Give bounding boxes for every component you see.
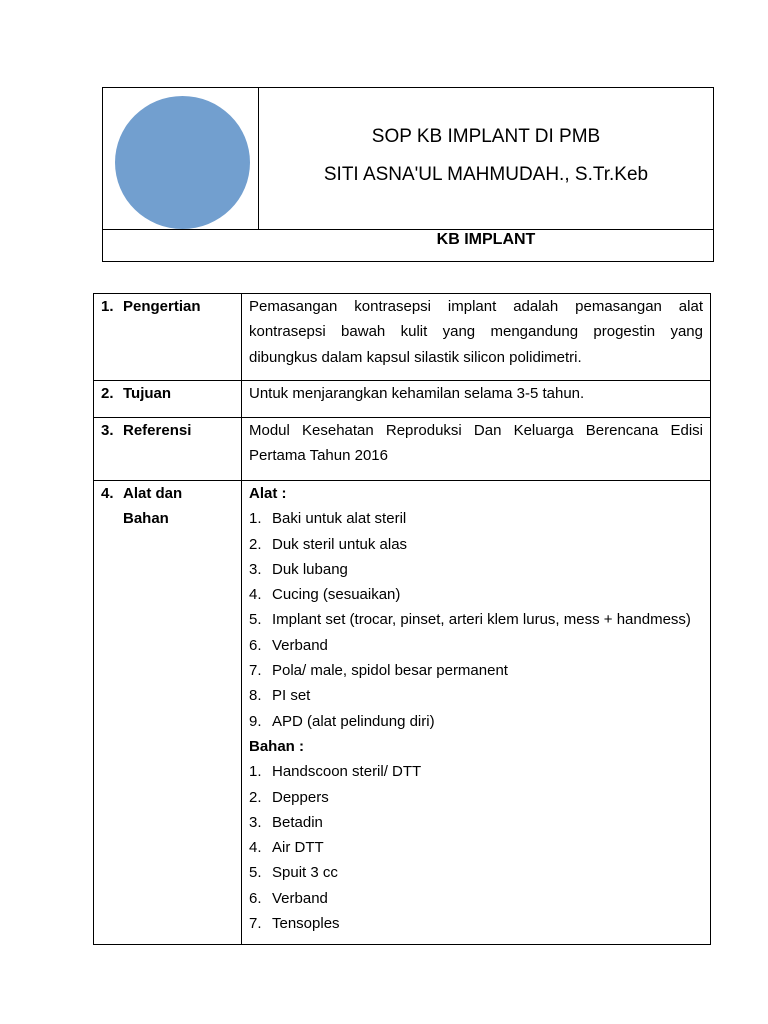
list-item-text: Baki untuk alat steril <box>272 510 407 528</box>
list-item-number: 1. <box>249 763 262 781</box>
document-title: SOP KB IMPLANT DI PMB <box>371 126 601 147</box>
document-subtitle: KB IMPLANT <box>436 231 536 248</box>
list-item-text: Pola/ male, spidol besar permanent <box>272 662 508 680</box>
title-cell <box>259 88 713 229</box>
label-cell <box>94 418 242 481</box>
list-item-number: 8. <box>249 687 262 705</box>
row-label: Pengertian <box>123 298 201 315</box>
list-item <box>249 759 703 784</box>
list-item <box>249 683 703 708</box>
row-label: Referensi <box>123 422 192 439</box>
list-item <box>249 557 703 582</box>
list-item-text: Deppers <box>272 788 329 806</box>
list-item-text: Betadin <box>272 813 323 831</box>
list-item-number: 2. <box>249 788 262 806</box>
list-item-number: 3. <box>249 560 262 578</box>
list-item <box>249 582 703 607</box>
label-cell <box>94 381 242 418</box>
list-item-number: 6. <box>249 636 262 654</box>
row-number: 2. <box>101 385 114 402</box>
list-item-number: 7. <box>249 915 262 933</box>
list-item-text: Tensoples <box>272 915 340 933</box>
row-label: Tujuan <box>123 385 172 402</box>
list-item-text: Implant set (trocar, pinset, arteri klem lurus, mess + handmess) <box>272 611 691 629</box>
list-item-number: 7. <box>249 662 262 680</box>
list-item <box>249 886 703 911</box>
list-item-text: APD (alat pelindung diri) <box>272 712 435 730</box>
list-item-number: 4. <box>249 586 262 604</box>
list-item-text: Handscoon steril/ DTT <box>272 763 422 781</box>
pengertian-text: Pemasangan kontrasepsi implant adalah pemasangan alat kontrasepsi bawah kulit yang mengandung progestin yang dibungkus dalam kapsul silastik silicon polidimetri. <box>242 294 711 381</box>
list-item-number: 4. <box>249 839 262 857</box>
list-item <box>249 835 703 860</box>
row-label-line2: Bahan <box>123 510 169 528</box>
list-item <box>249 785 703 810</box>
alat-heading: Alat : <box>249 485 287 502</box>
row-number: 3. <box>101 422 114 439</box>
list-item <box>249 532 703 557</box>
clinic-name: SITI ASNA'UL MAHMUDAH., S.Tr.Keb <box>323 164 649 185</box>
logo-circle-icon <box>115 96 250 229</box>
alat-bahan-content <box>242 481 711 945</box>
list-item <box>249 709 703 734</box>
list-item-number: 5. <box>249 611 262 629</box>
table-row-alat-bahan <box>94 481 711 945</box>
list-item-number: 6. <box>249 889 262 907</box>
list-item <box>249 658 703 683</box>
row-label-line1: Alat dan <box>123 485 183 502</box>
logo-cell <box>103 88 259 229</box>
list-item-text: Air DTT <box>272 839 324 857</box>
list-item-text: Verband <box>272 889 328 907</box>
list-item <box>249 911 703 936</box>
alat-list <box>249 506 703 734</box>
list-item-text: Cucing (sesuaikan) <box>272 586 401 604</box>
list-item-text: Duk lubang <box>272 560 348 578</box>
subtitle-row <box>103 229 713 261</box>
list-item <box>249 506 703 531</box>
row-number: 4. <box>101 485 114 502</box>
list-item-number: 9. <box>249 712 262 730</box>
bahan-list <box>249 759 703 936</box>
tujuan-text: Untuk menjarangkan kehamilan selama 3-5 tahun. <box>242 381 711 418</box>
list-item-number: 5. <box>249 864 262 882</box>
sop-table <box>93 293 711 945</box>
list-item-text: PI set <box>272 687 311 705</box>
list-item <box>249 633 703 658</box>
list-item-number: 2. <box>249 535 262 553</box>
list-item <box>249 810 703 835</box>
row-number: 1. <box>101 298 114 315</box>
list-item-text: Duk steril untuk alas <box>272 535 408 553</box>
list-item-number: 1. <box>249 510 262 528</box>
list-item-number: 3. <box>249 813 262 831</box>
table-row-pengertian <box>94 294 711 381</box>
table-row-tujuan <box>94 381 711 418</box>
list-item-text: Spuit 3 cc <box>272 864 338 882</box>
list-item <box>249 860 703 885</box>
bahan-heading: Bahan : <box>249 737 305 755</box>
table-row-referensi <box>94 418 711 481</box>
header-box <box>102 87 714 262</box>
label-cell <box>94 294 242 381</box>
list-item <box>249 607 703 632</box>
label-cell <box>94 481 242 945</box>
list-item-text: Verband <box>272 636 328 654</box>
referensi-text: Modul Kesehatan Reproduksi Dan Keluarga Berencana Edisi Pertama Tahun 2016 <box>242 418 711 481</box>
